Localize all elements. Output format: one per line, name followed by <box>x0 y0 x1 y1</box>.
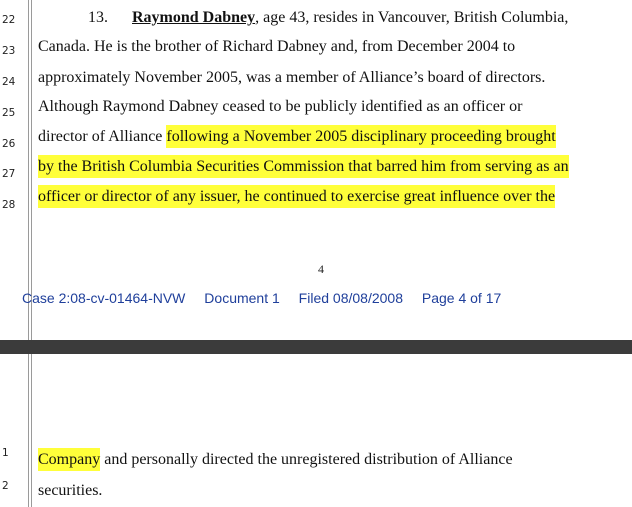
footer-filed-date: Filed 08/08/2008 <box>298 290 403 306</box>
paragraph-line <box>38 451 513 469</box>
margin-rule-left-inner <box>31 0 32 340</box>
highlighted-text: officer or director of any issuer, he continued to exercise great influence over the <box>38 185 555 208</box>
line-text: , age 43, resides in Vancouver, British Columbia, <box>255 9 569 26</box>
paragraph-line <box>38 188 555 206</box>
line-text: Canada. He is the brother of Richard Dabney and, from December 2004 to <box>38 38 516 55</box>
line-text: approximately November 2005, was a member of Alliance’s board of directors. <box>38 69 546 86</box>
line-number: 23 <box>2 45 16 57</box>
line-number: 2 <box>2 480 9 492</box>
line-text: securities. <box>38 482 103 499</box>
footer-case-number: Case 2:08-cv-01464-NVW <box>22 290 186 306</box>
case-footer <box>22 290 516 306</box>
document-page-5 <box>0 354 632 507</box>
line-text: and personally directed the unregistered distribution of Alliance <box>100 451 513 468</box>
line-number: 26 <box>2 138 16 150</box>
margin-rule-left-inner <box>31 354 32 507</box>
line-text: Although Raymond Dabney ceased to be publicly identified as an officer or <box>38 98 523 115</box>
margin-rule-left <box>28 354 29 507</box>
line-number: 22 <box>2 14 16 26</box>
highlighted-text: by the British Columbia Securities Commission that barred him from serving as an <box>38 155 569 178</box>
paragraph-number: 13. <box>88 9 108 26</box>
line-number: 25 <box>2 107 16 119</box>
line-number: 1 <box>2 447 9 459</box>
line-text: director of Alliance <box>38 128 167 145</box>
paragraph-line <box>88 9 568 27</box>
page-number: 4 <box>318 262 324 276</box>
line-number: 28 <box>2 199 16 211</box>
line-number: 24 <box>2 76 16 88</box>
paragraph-line <box>38 128 556 146</box>
line-number: 27 <box>2 168 16 180</box>
highlighted-text: following a November 2005 disciplinary proceeding brought <box>166 125 555 148</box>
footer-document: Document 1 <box>204 290 280 306</box>
footer-page-count: Page 4 of 17 <box>421 290 502 306</box>
person-name: Raymond Dabney <box>132 9 256 26</box>
page-separator <box>0 340 632 354</box>
paragraph-line <box>38 158 569 176</box>
margin-rule-left <box>28 0 29 340</box>
highlighted-text: Company <box>38 448 100 471</box>
